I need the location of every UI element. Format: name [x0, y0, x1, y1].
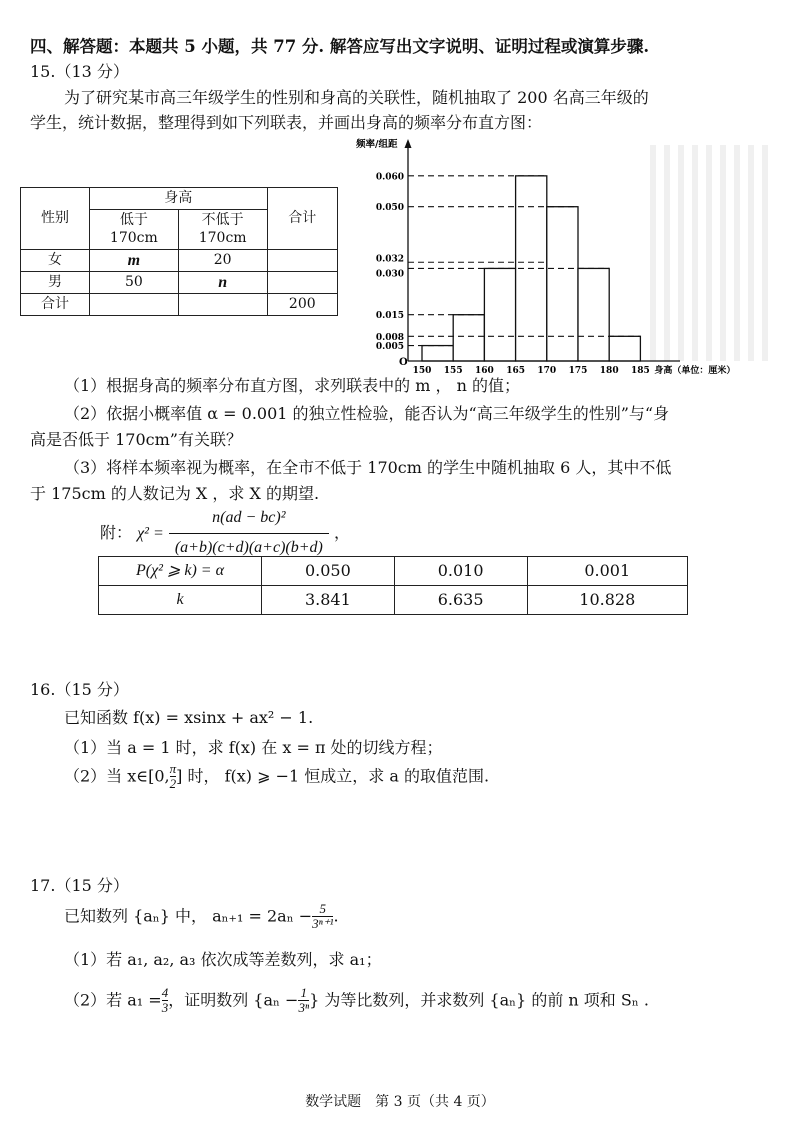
q16-number: 16.（15 分）	[30, 680, 129, 699]
histogram-bar	[547, 207, 578, 361]
contingency-table	[20, 187, 338, 316]
q16-part2: （2）当 x∈[0, $\frac{\pi}{2}$ ] 时， f(x) ⩾ −1 恒成立，求 a 的取值范围.	[64, 761, 490, 792]
histogram-bar	[484, 268, 515, 361]
background-stripe	[650, 145, 656, 361]
male-total-cell	[267, 272, 337, 294]
inverse-power-fraction: $\frac{1}{\text{3ⁿ}}$	[298, 985, 310, 1016]
y-axis-title: 频率/组距	[356, 139, 398, 150]
page-footer: 数学试题 第 3 页（共 4 页）	[305, 1094, 495, 1110]
formula-label: 附：	[100, 522, 133, 542]
y-tick-label: 0.030	[375, 269, 404, 280]
x-tick-label: 185	[631, 366, 650, 375]
y-tick-label: 0.050	[375, 203, 404, 214]
row-male-label: 男	[21, 272, 90, 294]
background-stripe	[706, 145, 712, 361]
row-total-label: 合计	[21, 294, 90, 316]
formula-lhs: χ² =	[137, 524, 164, 542]
y-tick-label: 0.008	[375, 332, 404, 343]
x-tick-label: 160	[475, 366, 494, 375]
background-stripe	[748, 145, 754, 361]
crit-row2-label: k	[99, 586, 262, 615]
y-tick-label: 0.005	[375, 342, 404, 353]
q15-part2-line1: （2）依据小概率值 α = 0.001 的独立性检验，能否认为“高三年级学生的性别”与“身	[64, 404, 670, 423]
q17-part1: （1）若 a₁, a₂, a₃ 依次成等差数列，求 a₁；	[64, 950, 382, 969]
background-stripe	[734, 145, 740, 361]
background-stripe	[692, 145, 698, 361]
q15-part1: （1）根据身高的频率分布直方图，求列联表中的 m ， n 的值；	[64, 376, 521, 395]
height-header: 身高	[89, 188, 267, 210]
q15-part2-line2: 高是否低于 170cm”有关联？	[30, 430, 242, 449]
q15-intro-line1: 为了研究某市高三年级学生的性别和身高的关联性，随机抽取了 200 名高三年级的	[64, 88, 649, 107]
histogram-bar	[578, 268, 609, 361]
q16-part1: （1）当 a = 1 时，求 f(x) 在 x = π 处的切线方程；	[64, 738, 443, 757]
female-below-cell: m	[89, 250, 178, 272]
background-stripe	[720, 145, 726, 361]
q17-part2: （2）若 a₁ = $\frac{4}{3}$ ，证明数列 {aₙ − $\frac{1}{\text{3ⁿ}}$ } 为等比数列，并求数列 {aₙ} 的前 n 项和 Sₙ .	[64, 985, 649, 1016]
crit-row1-v2: 0.001	[527, 557, 687, 586]
formula-fraction	[169, 506, 329, 561]
x-tick-label: 150	[412, 366, 432, 375]
q16-stem: 已知函数 f(x) = xsinx + ax² − 1.	[64, 708, 314, 727]
q15-part3-line2: 于 175cm 的人数记为 X ，求 X 的期望.	[30, 484, 320, 503]
background-stripe	[678, 145, 684, 361]
male-notbelow-cell: n	[178, 272, 267, 294]
crit-row1-v1: 0.010	[394, 557, 527, 586]
gender-header: 性别	[21, 188, 90, 250]
crit-row2-v2: 10.828	[527, 586, 687, 615]
a1-fraction: $\frac{4}{3}$	[161, 985, 169, 1016]
y-tick-label: 0.015	[375, 311, 404, 322]
histogram-bar	[609, 336, 640, 361]
formula-denominator: (a+b)(c+d)(a+c)(b+d)	[169, 533, 329, 561]
q17-number: 17.（15 分）	[30, 876, 129, 895]
stem-fraction: $\frac{5}{\text{3ⁿ⁺¹}}$	[312, 901, 334, 932]
x-tick-label: 155	[443, 366, 463, 375]
formula-tail: ，	[333, 522, 350, 542]
chi-square-formula	[100, 506, 350, 561]
male-below-cell: 50	[89, 272, 178, 294]
col-below-header: 低于 170cm	[89, 210, 178, 250]
q15-number: 15.（13 分）	[30, 62, 129, 81]
pi-over-2: $\frac{\pi}{2}$	[169, 761, 177, 792]
x-tick-label: 170	[537, 366, 557, 375]
q17-stem: 已知数列 {aₙ} 中， aₙ₊₁ = 2aₙ − $\frac{5}{\text{3ⁿ⁺¹}}$ .	[64, 901, 339, 932]
crit-row2-v0: 3.841	[262, 586, 395, 615]
q15-part3-line1: （3）将样本频率视为概率，在全市不低于 170cm 的学生中随机抽取 6 人，其中不低	[64, 458, 672, 477]
crit-row1-label: P(χ² ⩾ k) = α	[99, 557, 262, 586]
grand-total-cell: 200	[267, 294, 337, 316]
row-female-label: 女	[21, 250, 90, 272]
total-header: 合计	[267, 188, 337, 250]
female-notbelow-cell: 20	[178, 250, 267, 272]
female-total-cell	[267, 250, 337, 272]
crit-row2-v1: 6.635	[394, 586, 527, 615]
total-below-cell	[89, 294, 178, 316]
x-tick-label: 180	[599, 366, 619, 375]
y-tick-label: 0.060	[375, 172, 404, 183]
total-notbelow-cell	[178, 294, 267, 316]
height-histogram	[350, 135, 790, 375]
histogram-bar	[422, 346, 453, 361]
formula-numerator: n(ad − bc)²	[212, 509, 286, 526]
q15-intro-line2: 学生，统计数据，整理得到如下列联表，并画出身高的频率分布直方图：	[30, 113, 543, 132]
x-tick-label: 175	[568, 366, 588, 375]
crit-row1-v0: 0.050	[262, 557, 395, 586]
critical-value-table	[98, 556, 688, 615]
x-axis-title: 身高（单位：厘米）	[654, 366, 736, 375]
y-axis-arrow	[405, 139, 412, 148]
col-notbelow-header: 不低于 170cm	[178, 210, 267, 250]
histogram-bar	[453, 315, 484, 361]
origin-label: O	[399, 357, 408, 368]
background-stripe	[762, 145, 768, 361]
background-stripe	[664, 145, 670, 361]
x-tick-label: 165	[506, 366, 525, 375]
histogram-grid	[650, 145, 768, 361]
y-tick-label: 0.032	[375, 254, 404, 265]
section-header: 四、解答题：本题共 5 小题，共 77 分. 解答应写出文字说明、证明过程或演算步骤.	[30, 37, 650, 56]
